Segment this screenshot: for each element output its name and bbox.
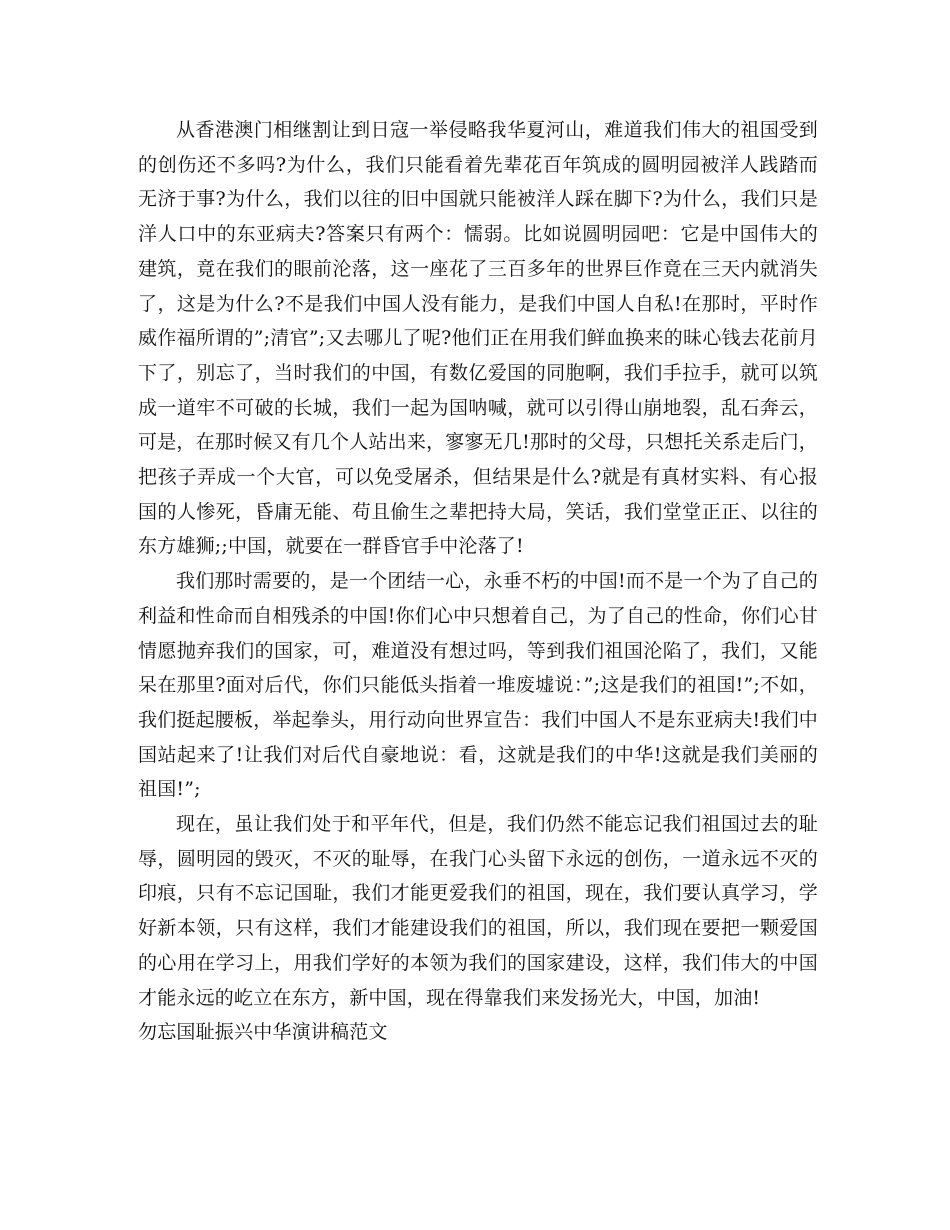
document-body: [138, 113, 818, 1050]
document-title-footer: 勿忘国耻振兴中华演讲稿范文: [138, 1021, 388, 1044]
paragraph-2: 我们那时需要的，是一个团结一心，永垂不朽的中国!而不是一个为了自己的利益和性命而自相残杀的中国!你们心中只想着自己，为了自己的性命，你们心甘情愿抛弃我们的国家，可，难道没有想过吗，等到我们祖国沦陷了，我们，又能呆在那里?面对后代，你们只能低头指着一堆废墟说：”;这是我们的祖国!”;不如，我们挺起腰板，举起拳头，用行动向世界宣告：我们中国人不是东亚病夫!我们中国站起来了!让我们对后代自豪地说：看，这就是我们的中华!这就是我们美丽的祖国!”;: [138, 570, 818, 801]
paragraph-3: 现在，虽让我们处于和平年代，但是，我们仍然不能忘记我们祖国过去的耻辱，圆明园的毁灭，不灭的耻辱，在我门心头留下永远的创伤，一道永远不灭的印痕，只有不忘记国耻，我们才能更爱我们的祖国，现在，我们要认真学习，学好新本领，只有这样，我们才能建设我们的祖国，所以，我们现在要把一颗爱国的心用在学习上，用我们学好的本领为我们的国家建设，这样，我们伟大的中国才能永远的屹立在东方，新中国，现在得靠我们来发扬光大，中国，加油!: [138, 813, 818, 1009]
paragraph-1: 从香港澳门相继割让到日寇一举侵略我华夏河山，难道我们伟大的祖国受到的创伤还不多吗?为什么，我们只能看着先辈花百年筑成的圆明园被洋人践踏而无济于事?为什么，我们以往的旧中国就只能被洋人踩在脚下?为什么，我们只是洋人口中的东亚病夫?答案只有两个：懦弱。比如说圆明园吧：它是中国伟大的建筑，竟在我们的眼前沦落，这一座花了三百多年的世界巨作竟在三天内就消失了，这是为什么?不是我们中国人没有能力，是我们中国人自私!在那时，平时作威作福所谓的”;清官”;又去哪儿了呢?他们正在用我们鲜血换来的昧心钱去花前月下了，别忘了，当时我们的中国，有数亿爱国的同胞啊，我们手拉手，就可以筑成一道牢不可破的长城，我们一起为国呐喊，就可以引得山崩地裂，乱石奔云，可是，在那时候又有几个人站出来，寥寥无几!那时的父母，只想托关系走后门，把孩子弄成一个大官，可以免受屠杀，但结果是什么?就是有真材实料、有心报国的人惨死，昏庸无能、苟且偷生之辈把持大局，笑话，我们堂堂正正、以往的东方雄狮;;中国，就要在一群昏官手中沦落了!: [138, 119, 818, 558]
